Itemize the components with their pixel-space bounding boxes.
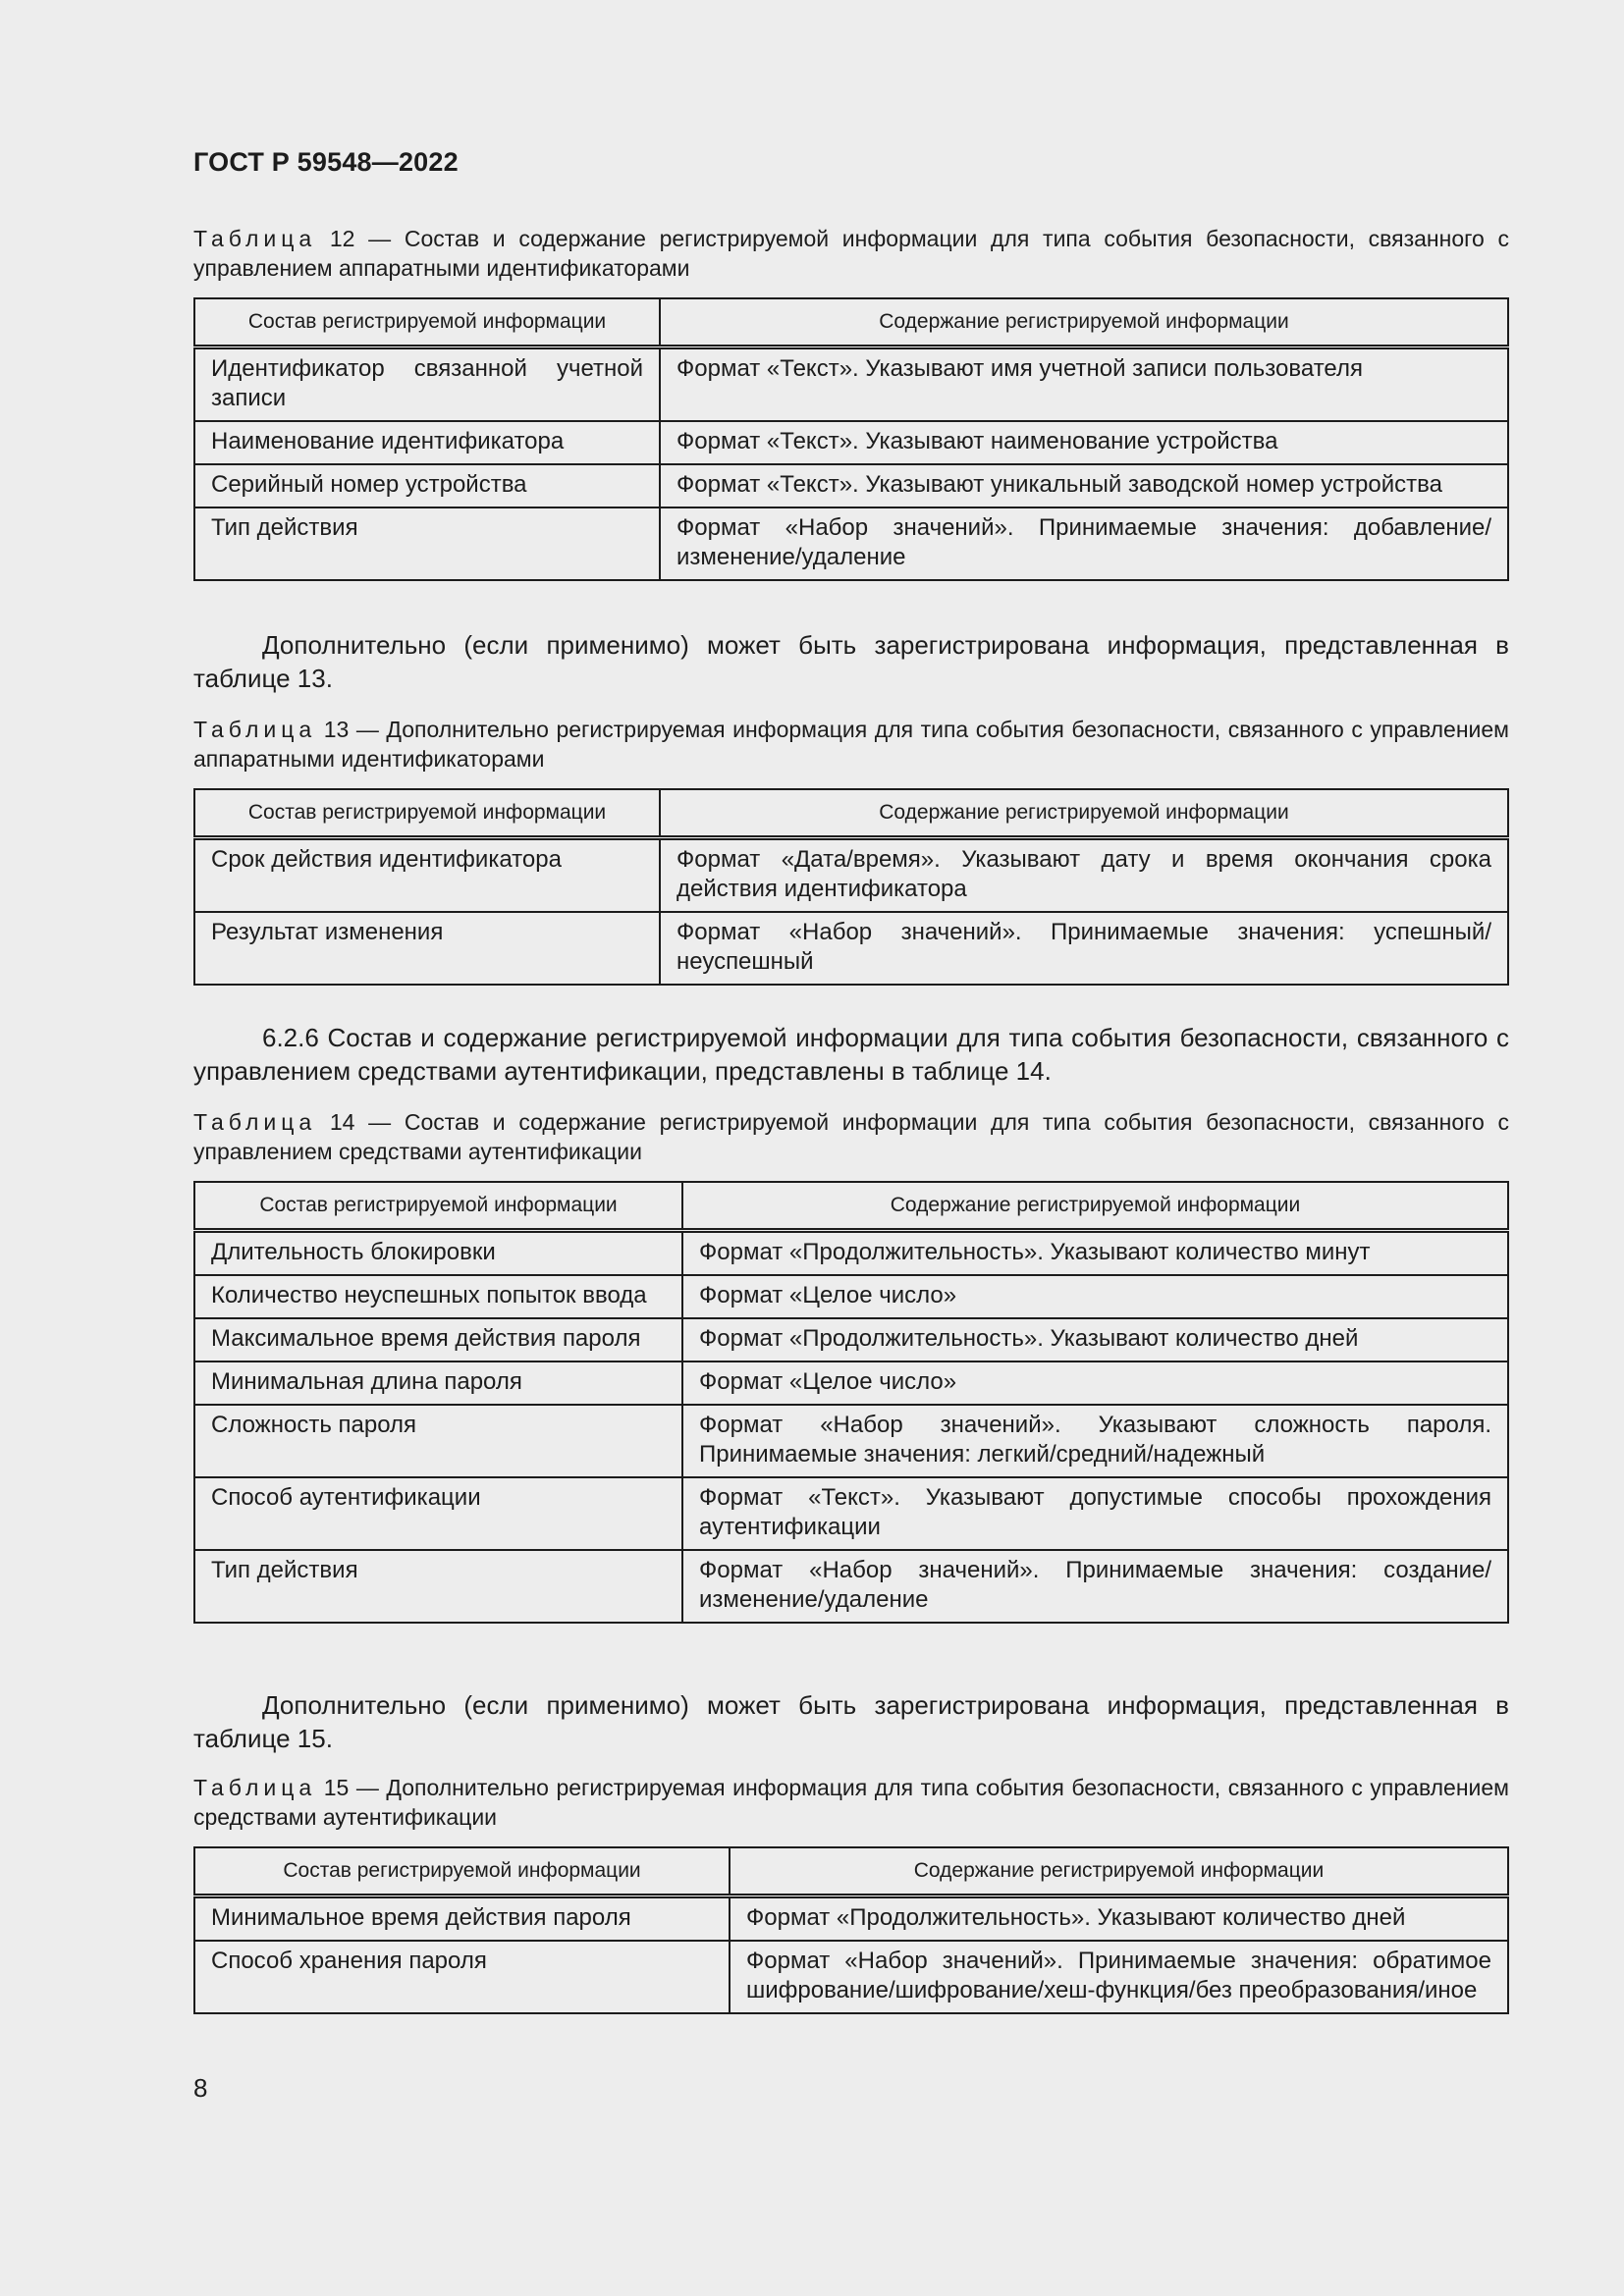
table-row <box>194 838 1508 913</box>
table-13-caption <box>193 715 1509 774</box>
table-row <box>194 912 1508 985</box>
table-cell: Идентификатор связанной учетной записи <box>194 347 660 422</box>
table-12-caption <box>193 224 1509 283</box>
table-caption-text: 14 — Состав и содержание регистрируемой информации для типа события безопасности, связанного с управлением средствами аутентификации <box>193 1109 1509 1164</box>
table-row <box>194 1318 1508 1362</box>
table-caption-text: 13 — Дополнительно регистрируемая информация для типа события безопасности, связанного с управлением аппаратными идентификаторами <box>193 717 1509 772</box>
table-cell: Минимальная длина пароля <box>194 1362 682 1405</box>
table-row <box>194 421 1508 464</box>
table-cell: Сложность пароля <box>194 1405 682 1477</box>
table-caption-label: Таблица <box>193 1109 317 1135</box>
table-cell: Формат «Набор значений». Принимаемые значения: создание/изменение/удаление <box>682 1550 1508 1623</box>
table-header-row <box>194 1847 1508 1896</box>
column-header: Содержание регистрируемой информации <box>660 789 1508 838</box>
table-cell: Длительность блокировки <box>194 1231 682 1276</box>
table-row <box>194 1231 1508 1276</box>
table-cell: Формат «Текст». Указывают наименование устройства <box>660 421 1508 464</box>
table-cell: Формат «Набор значений». Принимаемые значения: обратимое шифрование/шифрование/хеш-функция/без преобразования/иное <box>730 1941 1508 2013</box>
table-cell: Количество неуспешных попыток ввода <box>194 1275 682 1318</box>
table-14-caption <box>193 1107 1509 1166</box>
table-cell: Тип действия <box>194 1550 682 1623</box>
table-cell: Формат «Продолжительность». Указывают количество дней <box>730 1896 1508 1942</box>
table-row <box>194 1941 1508 2013</box>
table-row <box>194 1896 1508 1942</box>
table-cell: Срок действия идентификатора <box>194 838 660 913</box>
column-header: Содержание регистрируемой информации <box>730 1847 1508 1896</box>
column-header: Содержание регистрируемой информации <box>660 298 1508 347</box>
table-cell: Способ аутентификации <box>194 1477 682 1550</box>
table-header-row <box>194 1182 1508 1231</box>
table-cell: Формат «Набор значений». Принимаемые значения: добавление/изменение/удаление <box>660 507 1508 580</box>
table-row <box>194 1477 1508 1550</box>
table-cell: Формат «Текст». Указывают уникальный заводской номер устройства <box>660 464 1508 507</box>
table-row <box>194 1362 1508 1405</box>
paragraph: 6.2.6 Состав и содержание регистрируемой информации для типа события безопасности, связанного с управлением средствами аутентификации, представлены в таблице 14. <box>193 1023 1509 1086</box>
column-header: Содержание регистрируемой информации <box>682 1182 1508 1231</box>
table-cell: Результат изменения <box>194 912 660 985</box>
column-header: Состав регистрируемой информации <box>194 1182 682 1231</box>
table-15 <box>193 1846 1509 2014</box>
table-12 <box>193 297 1509 581</box>
paragraph: Дополнительно (если применимо) может быть зарегистрирована информация, представленная в таблице 13. <box>193 630 1509 693</box>
column-header: Состав регистрируемой информации <box>194 789 660 838</box>
table-cell: Максимальное время действия пароля <box>194 1318 682 1362</box>
table-cell: Наименование идентификатора <box>194 421 660 464</box>
table-header-row <box>194 298 1508 347</box>
page-number: 8 <box>193 2073 208 2103</box>
table-cell: Формат «Набор значений». Принимаемые значения: успешный/неуспешный <box>660 912 1508 985</box>
table-caption-label: Таблица <box>193 1775 317 1800</box>
table-cell: Минимальное время действия пароля <box>194 1896 730 1942</box>
table-cell: Формат «Продолжительность». Указывают количество минут <box>682 1231 1508 1276</box>
table-cell: Формат «Целое число» <box>682 1275 1508 1318</box>
table-header-row <box>194 789 1508 838</box>
table-row <box>194 1550 1508 1623</box>
table-row <box>194 507 1508 580</box>
table-13 <box>193 788 1509 986</box>
table-caption-label: Таблица <box>193 717 317 742</box>
table-cell: Способ хранения пароля <box>194 1941 730 2013</box>
table-row <box>194 464 1508 507</box>
table-caption-text: 15 — Дополнительно регистрируемая информация для типа события безопасности, связанного с управлением средствами аутентификации <box>193 1775 1509 1830</box>
table-caption-label: Таблица <box>193 226 317 251</box>
table-cell: Формат «Дата/время». Указывают дату и время окончания срока действия идентификатора <box>660 838 1508 913</box>
table-row <box>194 347 1508 422</box>
table-cell: Формат «Продолжительность». Указывают количество дней <box>682 1318 1508 1362</box>
table-cell: Формат «Текст». Указывают допустимые способы прохождения аутентификации <box>682 1477 1508 1550</box>
table-caption-text: 12 — Состав и содержание регистрируемой информации для типа события безопасности, связанного с управлением аппаратными идентификаторами <box>193 226 1509 281</box>
table-15-caption <box>193 1773 1509 1832</box>
paragraph: Дополнительно (если применимо) может быть зарегистрирована информация, представленная в таблице 15. <box>193 1690 1509 1753</box>
column-header: Состав регистрируемой информации <box>194 298 660 347</box>
table-cell: Формат «Набор значений». Указывают сложность пароля. Принимаемые значения: легкий/средний/надежный <box>682 1405 1508 1477</box>
table-cell: Формат «Целое число» <box>682 1362 1508 1405</box>
table-cell: Серийный номер устройства <box>194 464 660 507</box>
page-header: ГОСТ Р 59548—2022 <box>193 147 459 177</box>
table-row <box>194 1275 1508 1318</box>
table-row <box>194 1405 1508 1477</box>
table-cell: Формат «Текст». Указывают имя учетной записи пользователя <box>660 347 1508 422</box>
table-14 <box>193 1181 1509 1624</box>
table-cell: Тип действия <box>194 507 660 580</box>
column-header: Состав регистрируемой информации <box>194 1847 730 1896</box>
